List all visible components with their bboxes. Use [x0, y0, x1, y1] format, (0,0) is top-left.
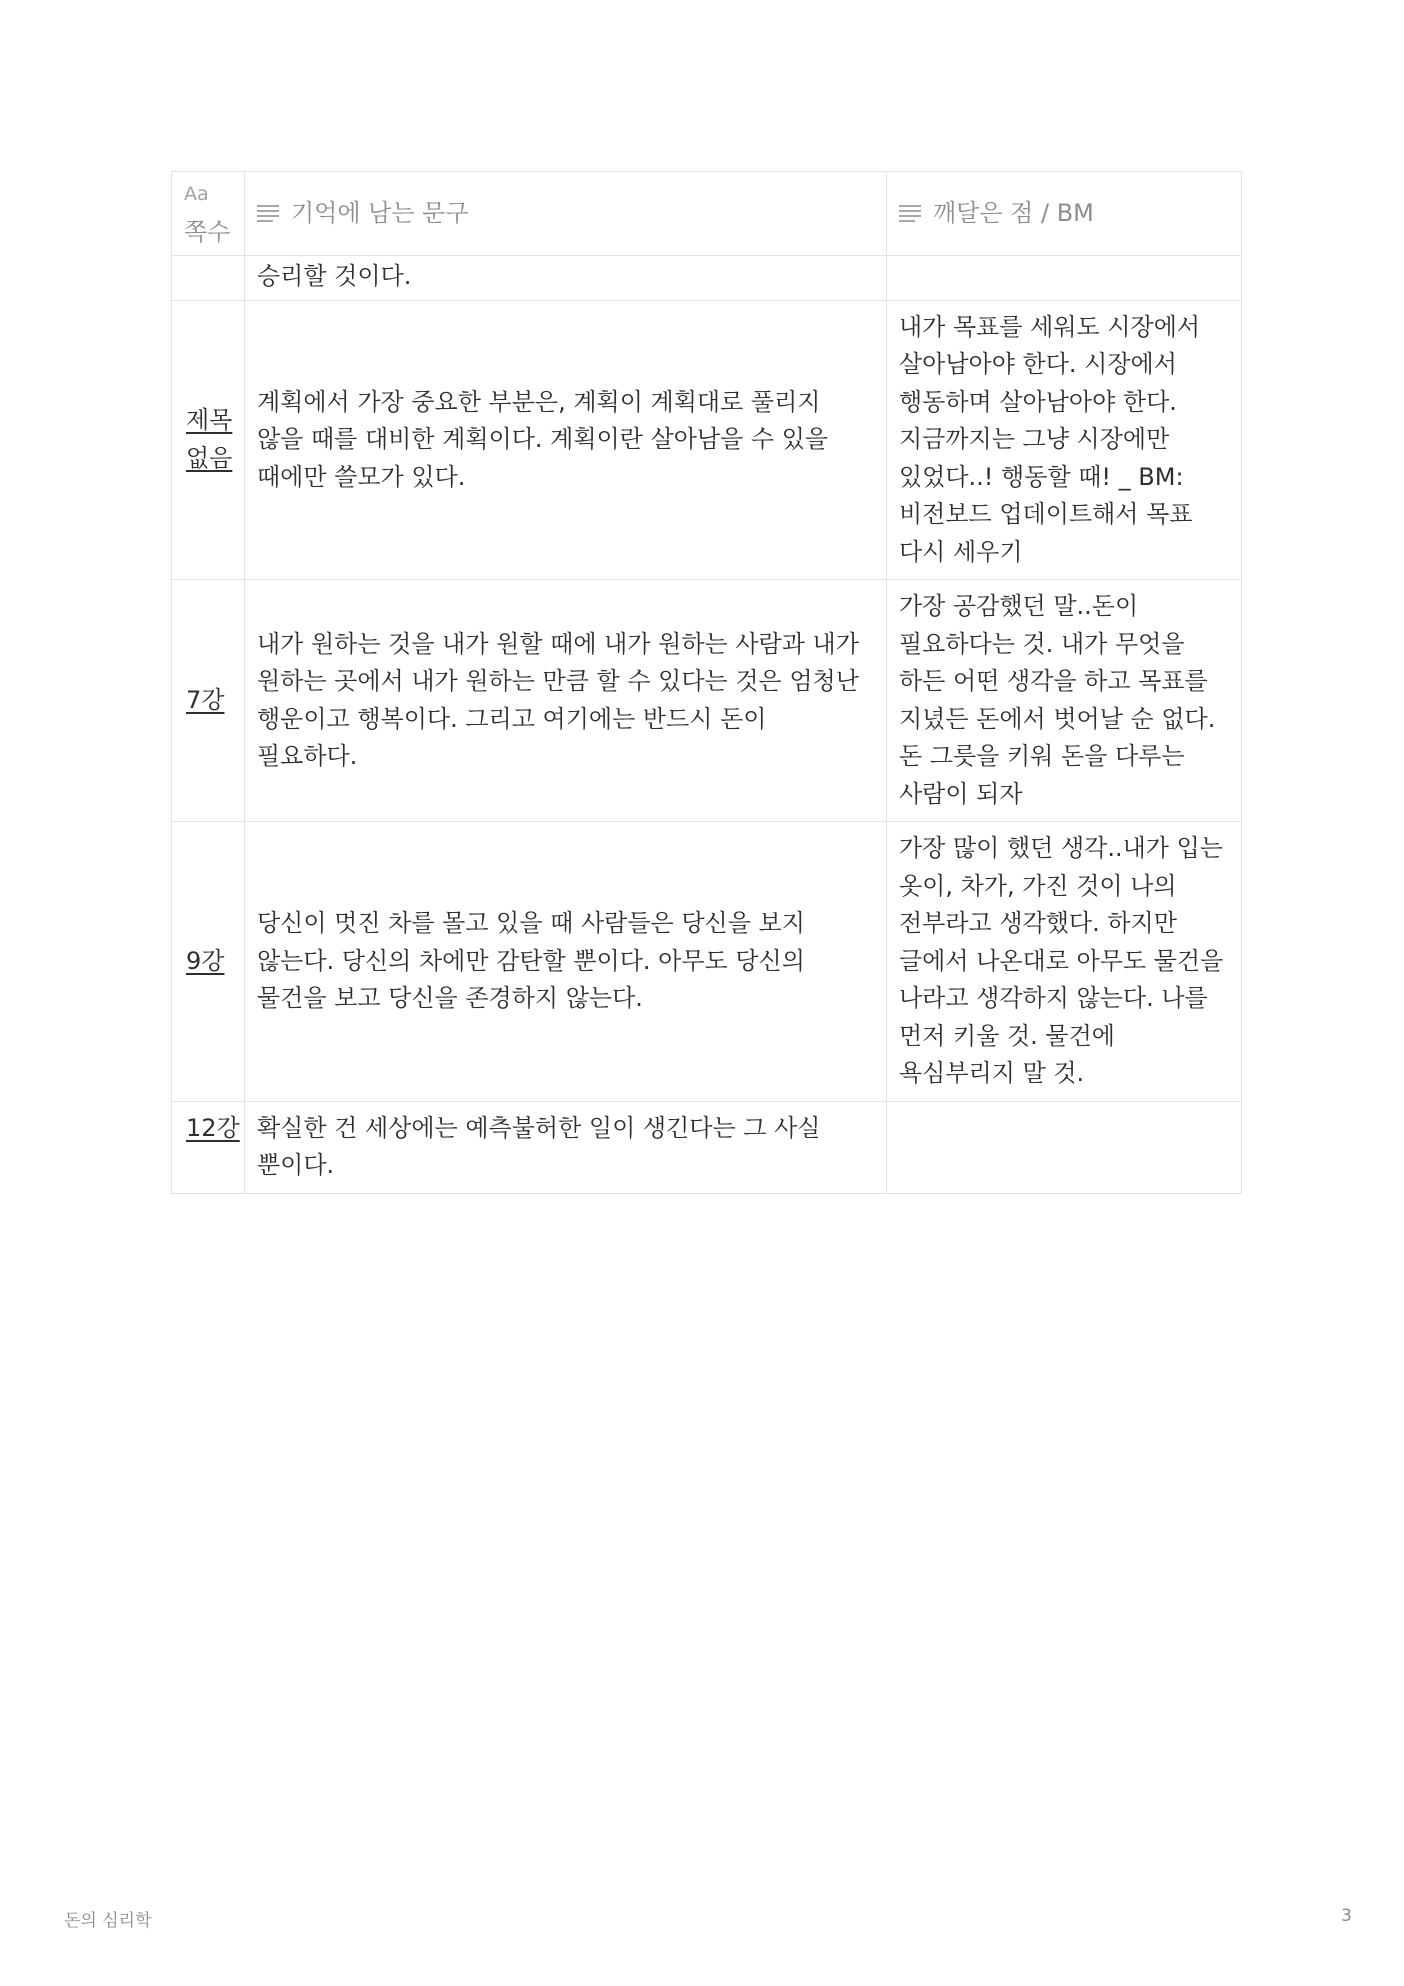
insight-cell	[887, 256, 1242, 301]
quote-cell: 계획에서 가장 중요한 부분은, 계획이 계획대로 풀리지 않을 때를 대비한 계획이다. 계획이란 살아남을 수 있을 때에만 쓸모가 있다.	[245, 300, 887, 580]
quote-cell: 내가 원하는 것을 내가 원할 때에 내가 원하는 사람과 내가 원하는 곳에서 내가 원하는 만큼 할 수 있다는 것은 엄청난 행운이고 행복이다. 그리고 여기에는 반드시 돈이 필요하다.	[245, 580, 887, 822]
insight-cell: 가장 많이 했던 생각..내가 입는 옷이, 차가, 가진 것이 나의 전부라고 생각했다. 하지만 글에서 나온대로 아무도 물건을 나라고 생각하지 않는다. 나를 먼저 키울 것. 물건에 욕심부리지 말 것.	[887, 822, 1242, 1102]
header-insight-label: 깨달은 점 / BM	[933, 198, 1094, 227]
table-row	[172, 1101, 1242, 1193]
footer-page-number: 3	[1341, 1906, 1352, 1926]
table-header-row	[172, 172, 1242, 256]
table-row	[172, 580, 1242, 822]
page-cell	[172, 1101, 245, 1193]
table-row	[172, 256, 1242, 301]
page-cell	[172, 580, 245, 822]
table-row	[172, 300, 1242, 580]
page-cell	[172, 822, 245, 1102]
header-page[interactable]	[172, 172, 245, 256]
footer-document-title: 돈의 심리학	[64, 1911, 152, 1931]
notes-table	[171, 171, 1242, 1194]
header-page-label: 쪽수	[184, 217, 231, 246]
header-insight[interactable]	[887, 172, 1242, 256]
page-link[interactable]: 7강	[186, 685, 225, 714]
table-row	[172, 822, 1242, 1102]
page-cell	[172, 300, 245, 580]
text-lines-icon	[899, 205, 921, 223]
insight-cell: 내가 목표를 세워도 시장에서 살아남아야 한다. 시장에서 행동하며 살아남아야 한다. 지금까지는 그냥 시장에만 있었다..! 행동할 때! _ BM: 비전보드 업데이트해서 목표 다시 세우기	[887, 300, 1242, 580]
page-link[interactable]: 9강	[186, 946, 225, 975]
header-quote-label: 기억에 남는 문구	[291, 198, 469, 227]
page-link[interactable]: 12강	[186, 1113, 240, 1142]
insight-cell: 가장 공감했던 말..돈이 필요하다는 것. 내가 무엇을 하든 어떤 생각을 하고 목표를 지녔든 돈에서 벗어날 순 없다. 돈 그릇을 키워 돈을 다루는 사람이 되자	[887, 580, 1242, 822]
header-quote[interactable]	[245, 172, 887, 256]
page-cell	[172, 256, 245, 301]
insight-cell	[887, 1101, 1242, 1193]
text-lines-icon	[257, 205, 279, 223]
quote-cell: 확실한 건 세상에는 예측불허한 일이 생긴다는 그 사실 뿐이다.	[245, 1101, 887, 1193]
quote-cell: 당신이 멋진 차를 몰고 있을 때 사람들은 당신을 보지 않는다. 당신의 차에만 감탄할 뿐이다. 아무도 당신의 물건을 보고 당신을 존경하지 않는다.	[245, 822, 887, 1102]
text-property-icon: Aa	[184, 183, 209, 205]
page-link[interactable]: 제목 없음	[186, 406, 233, 472]
quote-cell: 승리할 것이다.	[245, 256, 887, 301]
